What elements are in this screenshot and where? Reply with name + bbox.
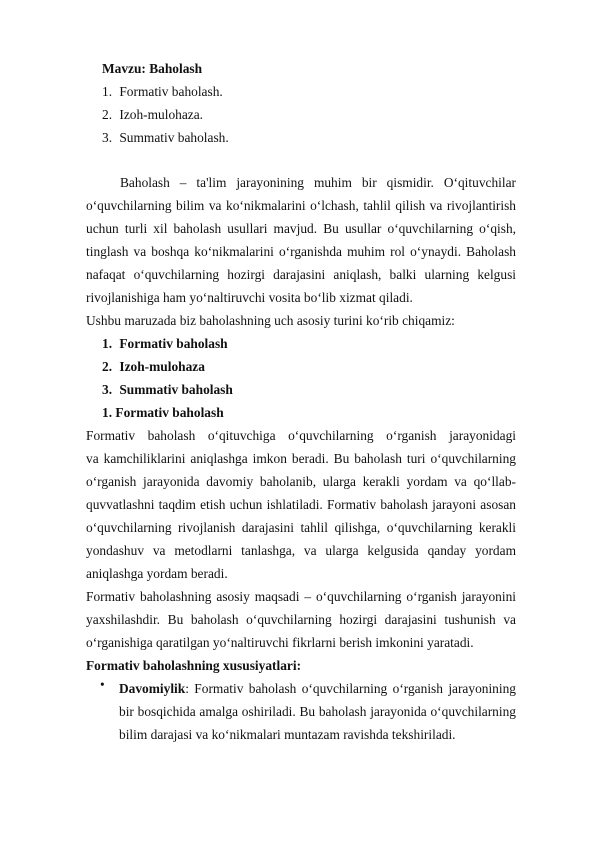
bullet-line	[119, 677, 516, 700]
intro-line: o‘quvchilarning bilim va ko‘nikmalarini o‘lchash, tahlil qilish va rivojlantirish	[86, 198, 516, 213]
bullet-text: : Formativ baholash o‘quvchilarning o‘rganish jarayonining	[185, 681, 516, 696]
intro-line-last: rivojlanishiga ham yo‘naltiruvchi vosita bo‘lib xizmat qiladi.	[86, 290, 413, 305]
section-heading: 1. Formativ baholash	[102, 405, 224, 420]
list-number: 2.	[102, 359, 113, 374]
paragraph-line: o‘rganish jarayonida davomiy baholanib, ularga kerakli yordam va qo‘llab-	[86, 474, 516, 489]
paragraph-line: va kamchiliklarini aniqlashga imkon beradi. Bu baholash turi o‘quvchilarning	[86, 451, 516, 466]
paragraph-line: quvvatlashni taqdim etish uchun ishlatiladi. Formativ baholash jarayoni asosan	[86, 497, 516, 512]
intro-line: tinglash va boshqa ko‘nikmalarini o‘rganishda muhim rol o‘ynaydi. Baholash	[86, 244, 516, 259]
intro-line: Baholash – ta'lim jarayonining muhim bir qismidir. O‘qituvchilar	[120, 175, 516, 190]
bullet-line-last: bilim darajasi va ko‘nikmalari muntazam ravishda tekshiriladi.	[119, 727, 456, 742]
list-text: Formativ baholash.	[119, 84, 223, 99]
list-number: 3.	[102, 382, 113, 397]
bullet-term: Davomiylik	[119, 681, 186, 696]
review-line: Ushbu maruzada biz baholashning uch asosiy turini ko‘rib chiqamiz:	[86, 313, 455, 328]
topic-list-item-1	[86, 80, 516, 103]
bullet-line: bir bosqichida amalga oshiriladi. Bu baholash jarayonida o‘quvchilarning	[119, 704, 516, 719]
topic-list-item-2	[86, 103, 516, 126]
intro-line: uchun turli xil baholash usullari mavjud. Bu usullar o‘quvchilarning o‘qish,	[86, 221, 516, 236]
list-text: Summativ baholash.	[119, 130, 229, 145]
features-heading: Formativ baholashning xususiyatlari:	[86, 658, 302, 673]
list-text: Izoh-mulohaza	[119, 359, 205, 374]
document-content	[86, 57, 516, 746]
topic-list-item-3	[86, 126, 516, 149]
intro-line: nafaqat o‘quvchilarning hozirgi darajasini aniqlash, balki ularning kelgusi	[86, 267, 516, 282]
types-list-item-3	[86, 378, 516, 401]
list-number: 2.	[102, 107, 113, 122]
list-number: 3.	[102, 130, 113, 145]
paragraph-line: Formativ baholashning asosiy maqsadi – o‘quvchilarning o‘rganish jarayonini	[86, 589, 516, 604]
list-number: 1.	[102, 84, 113, 99]
topic-heading: Mavzu: Baholash	[102, 61, 203, 76]
list-text: Formativ baholash	[119, 336, 228, 351]
bullet-icon: •	[100, 677, 105, 692]
paragraph-line: yaxshilashdir. Bu baholash o‘quvchilarning hozirgi darajasini tushunish va	[86, 612, 516, 627]
paragraph-line: yondashuv va metodlarni tanlashga, va ularga kelgusida qanday yordam	[86, 543, 516, 558]
spacer	[86, 149, 516, 171]
list-text: Izoh-mulohaza.	[119, 107, 204, 122]
types-list-item-1	[86, 332, 516, 355]
list-text: Summativ baholash	[119, 382, 233, 397]
paragraph-line: Formativ baholash o‘qituvchiga o‘quvchilarning o‘rganish jarayonidagi	[86, 428, 516, 443]
list-item	[86, 677, 516, 746]
paragraph-line-last: o‘rganishiga qaratilgan yo‘naltiruvchi fikrlarni berish imkonini yaratadi.	[86, 635, 474, 650]
paragraph-line: o‘quvchilarning rivojlanish darajasini tahlil qilishga, o‘quvchilarning kerakli	[86, 520, 516, 535]
types-list-item-2	[86, 355, 516, 378]
list-number: 1.	[102, 336, 113, 351]
paragraph-line-last: aniqlashga yordam beradi.	[86, 566, 228, 581]
